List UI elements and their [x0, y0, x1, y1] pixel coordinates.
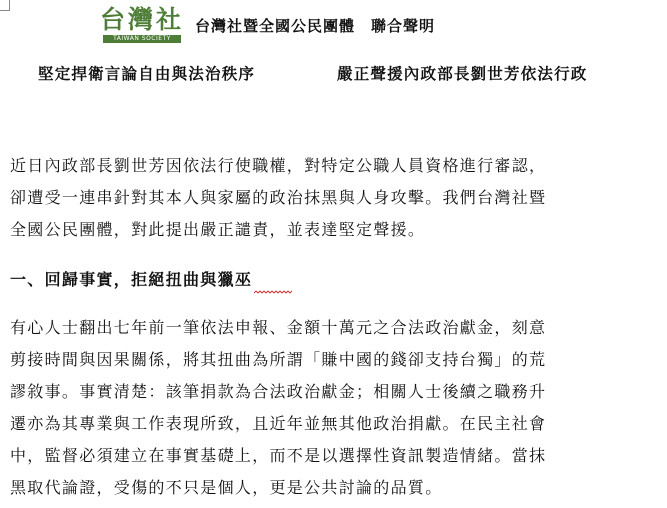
header-title: 台灣社暨全國公民團體 聯合聲明	[195, 17, 436, 35]
paragraph-line: 有心人士翻出七年前一筆依法申報、金額十萬元之合法政治獻金，刻意	[10, 318, 547, 337]
paragraph-line: 中，監督必須建立在事實基礎上，而不是以選擇性資訊製造情緒。當抹	[10, 446, 547, 465]
taiwan-society-logo	[97, 5, 187, 44]
paragraph-line: 卻遭受一連串針對其本人與家屬的政治抹黑與人身攻擊。我們台灣社暨	[10, 188, 547, 207]
logo-name: 台灣社	[99, 5, 184, 34]
paragraph-line: 全國公民團體，對此提出嚴正譴責，並表達堅定聲援。	[10, 220, 426, 239]
paragraph-line: 遷亦為其專業與工作表現所致，且近年並無其他政治捐獻。在民主社會	[10, 414, 547, 433]
paragraph-intro	[10, 150, 658, 246]
paragraph-line: 剪接時間與因果關係，將其扭曲為所謂「賺中國的錢卻支持台獨」的荒	[10, 350, 547, 369]
logo-subname: TAIWAN SOCIETY	[103, 35, 181, 43]
page-corner-mark	[0, 0, 12, 12]
paragraph-line: 黑取代論證，受傷的不只是個人，更是公共討論的品質。	[10, 478, 443, 497]
spellcheck-underline	[254, 290, 292, 294]
section-heading: 一、回歸事實，拒絕扭曲與獵巫	[10, 270, 253, 289]
paragraph-line: 謬敘事。事實清楚：該筆捐款為合法政治獻金；相關人士後續之職務升	[10, 382, 547, 401]
paragraph-line: 近日內政部長劉世芳因依法行使職權，對特定公職人員資格進行審認，	[10, 156, 547, 175]
subtitle-left: 堅定捍衛言論自由與法治秩序	[38, 64, 256, 83]
paragraph-facts	[10, 312, 658, 504]
subtitle-right: 嚴正聲援內政部長劉世芳依法行政	[337, 64, 588, 83]
